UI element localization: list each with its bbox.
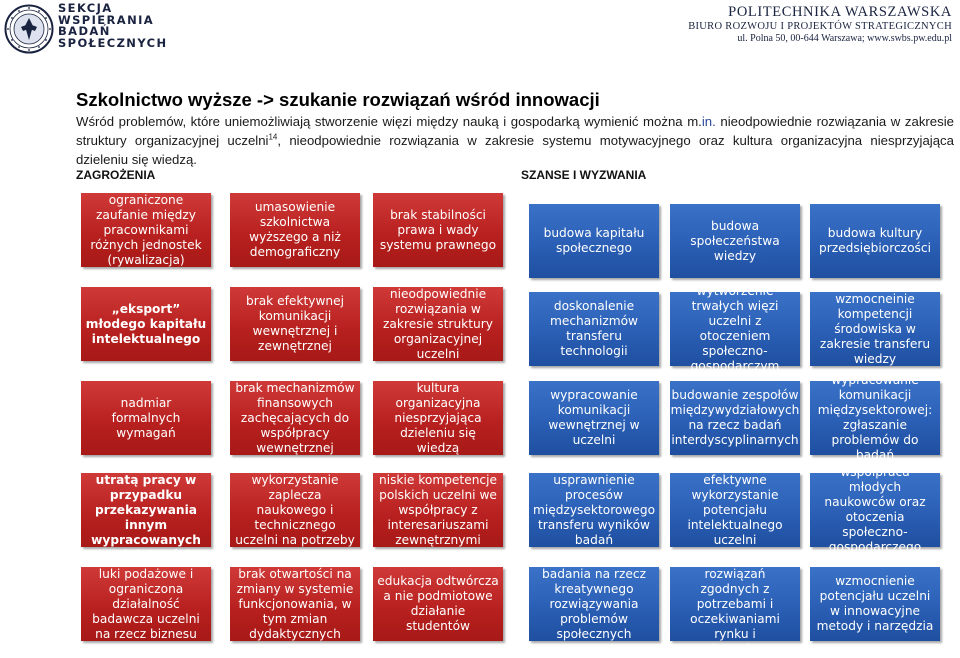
opportunity-box: doskonalenie mechanizmów transferu technologii bbox=[529, 292, 659, 366]
threat-box: brak efektywnej komunikacji wewnętrznej i zewnętrznej bbox=[230, 287, 360, 361]
threat-box: kultura organizacyjna niesprzyjająca dzieleniu się wiedzą bbox=[373, 381, 503, 455]
university-seal-icon bbox=[4, 4, 54, 54]
opportunity-box: efektywne wykorzystanie potencjału intelektualnego uczelni bbox=[670, 473, 800, 547]
opportunity-box: wzmocnienie potencjału uczelni w innowacyjne metody i narzędzia bbox=[810, 567, 940, 641]
threats-header: ZAGROŻENIA bbox=[76, 168, 156, 182]
footnote-marker[interactable]: 14 bbox=[268, 132, 278, 142]
opportunities-header: SZANSE I WYZWANIA bbox=[521, 168, 647, 182]
threat-box: umasowienie szkolnictwa wyższego a niż demograficzny bbox=[230, 193, 360, 267]
opportunity-box: usprawnienie procesów międzysektorowego transferu wyników badań bbox=[529, 473, 659, 547]
opportunity-box: budowanie zespołów międzywydziałowych na rzecz badań interdyscyplinarnych bbox=[670, 381, 800, 455]
threat-box: luki podażowe i ograniczona działalność badawcza uczelni na rzecz biznesu bbox=[81, 567, 211, 641]
threat-box: brak mechanizmów finansowych zachęcających do współpracy wewnętrznej bbox=[230, 381, 360, 455]
intro-link[interactable]: in. bbox=[701, 114, 716, 129]
opportunity-box: współpraca młodych naukowców oraz otoczenia społeczno-gospodarczego bbox=[810, 473, 940, 547]
page-header bbox=[0, 0, 960, 70]
opportunity-box: budowa kapitału społecznego bbox=[529, 204, 659, 278]
threat-box: ograniczone zaufanie między pracownikami różnych jednostek (rywalizacja) bbox=[81, 193, 211, 267]
logo-line: SEKCJA bbox=[58, 1, 113, 15]
threat-box: obawa przed utratą pracy w przypadku przekazywania innym wypracowanych umiejętności bbox=[81, 473, 211, 547]
threat-box: słabe wykorzystanie zaplecza naukowego i technicznego uczelni na potrzeby sektora biznesu bbox=[230, 473, 360, 547]
office-name: BIURO ROZWOJU I PROJEKTÓW STRATEGICZNYCH bbox=[688, 21, 952, 32]
opportunity-box: wypracowanie komunikacji wewnętrznej w uczelni bbox=[529, 381, 659, 455]
opportunity-box: badania na rzecz kreatywnego rozwiązywania problemów społecznych bbox=[529, 567, 659, 641]
intro-text-start: Wśród problemów, które uniemożliwiają stworzenie więzi między nauką i gospodarką wymienić można m. bbox=[76, 114, 702, 129]
opportunity-box: budowa społeczeństwa wiedzy bbox=[670, 204, 800, 278]
intro-text-end: , nieodpowiednie rozwiązania w zakresie systemu motywacyjnego oraz kultura organizacyjna niesprzyjająca dzieleniu się wiedzą. bbox=[76, 133, 954, 167]
opportunity-box: wzmocneinie kompetencji środowiska w zakresie transferu wiedzy bbox=[810, 292, 940, 366]
logo-line: BADAŃ bbox=[58, 24, 111, 39]
logo-line: WSPIERANIA bbox=[58, 12, 155, 27]
office-address: ul. Polna 50, 00-644 Warszawa; www.swbs.pw.edu.pl bbox=[737, 33, 952, 44]
threat-box: niskie kompetencje polskich uczelni we współpracy z interesariuszami zewnętrznymi bbox=[373, 473, 503, 547]
threat-box: edukacja odtwórcza a nie podmiotowe działanie studentów bbox=[373, 567, 503, 641]
opportunity-box: wypracowanie komunikacji międzysektorowej: zgłaszanie problemów do badań bbox=[810, 381, 940, 455]
university-name: POLITECHNIKA WARSZAWSKA bbox=[728, 4, 952, 20]
threat-box: brak stabilności prawa i wady systemu prawnego bbox=[373, 193, 503, 267]
intro-paragraph bbox=[76, 112, 954, 169]
threat-box: nadmiar formalnych wymagań bbox=[81, 381, 211, 455]
threat-box: nieodpowiednie rozwiązania w zakresie struktury organizacyjnej uczelni bbox=[373, 287, 503, 361]
opportunity-box: wytworzenie trwałych więzi uczelni z otoczeniem społeczno-gospodarczym bbox=[670, 292, 800, 366]
university-block bbox=[688, 4, 952, 45]
page-title: Szkolnictwo wyższe -> szukanie rozwiązań wśród innowacji bbox=[76, 89, 600, 110]
threat-box: „eksport” młodego kapitału intelektualnego bbox=[81, 287, 211, 361]
opportunity-box: projektowanie rozwiązań zgodnych z potrzebami i oczekiwaniami rynku i społeczeństwa bbox=[670, 567, 800, 641]
opportunity-box: budowa kultury przedsiębiorczości bbox=[810, 204, 940, 278]
logo-line: SPOŁECZNYCH bbox=[58, 35, 168, 50]
section-logo-text bbox=[58, 3, 168, 49]
threat-box: brak otwartości na zmiany w systemie funkcjonowania, w tym zmian dydaktycznych bbox=[230, 567, 360, 641]
intro-text-middle: nieodpowiednie rozwiązania w zakresie struktury organizacyjnej uczelni bbox=[76, 114, 954, 148]
